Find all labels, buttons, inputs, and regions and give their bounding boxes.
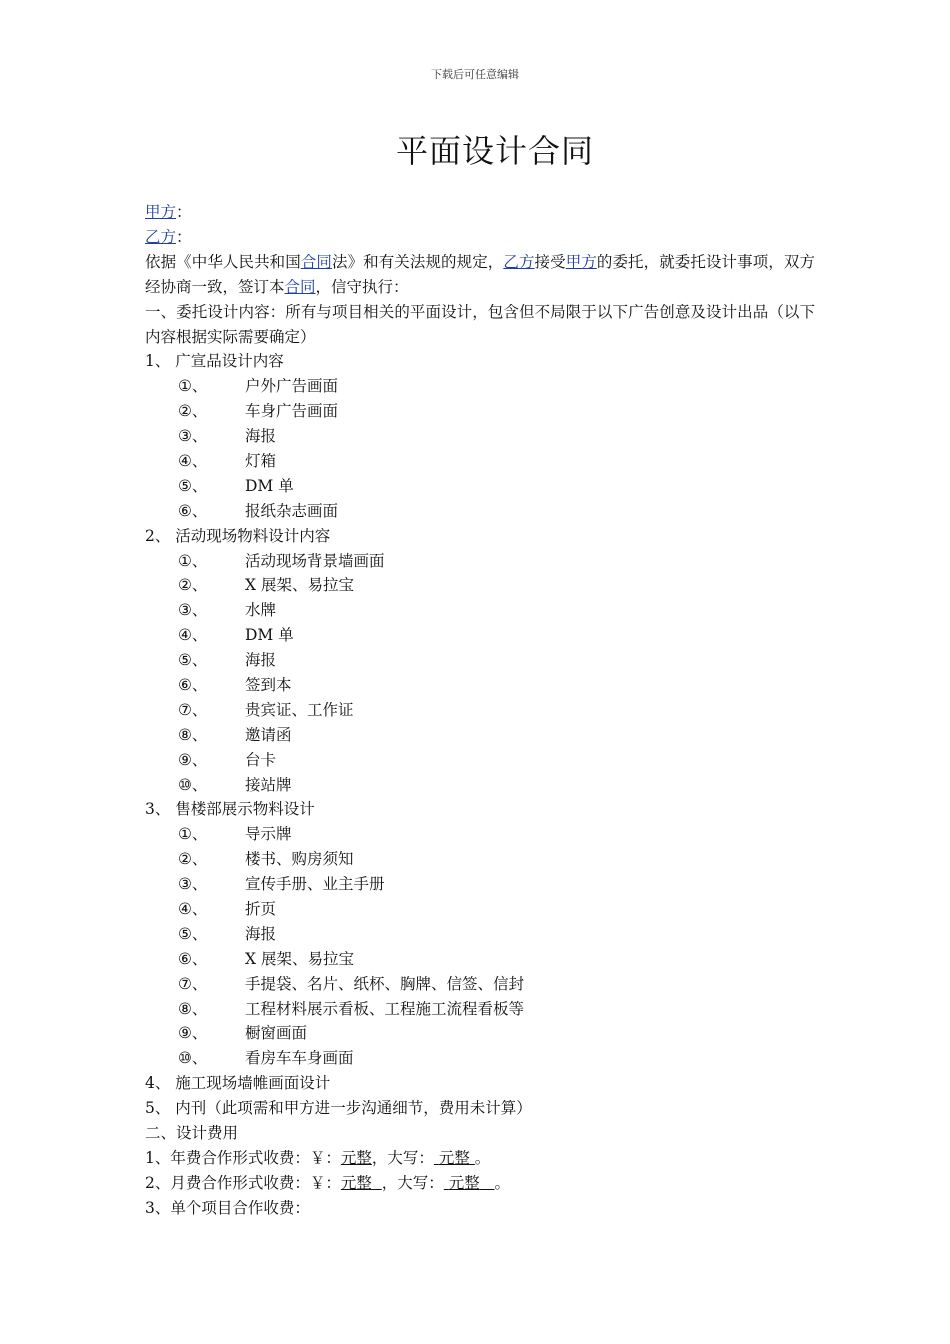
list-item (145, 623, 815, 648)
party-a-colon: ： (176, 203, 192, 221)
section-1-heading: 一、委托设计内容：所有与项目相关的平面设计，包含但不局限于以下广告创意及设计出品（以下内容根据实际需要确定） (145, 302, 815, 346)
list-item (145, 598, 815, 623)
fee-annual-amount: 元整 (340, 1148, 372, 1167)
list-item (145, 1021, 815, 1046)
item-number: ②、 (178, 402, 208, 421)
item-number: ①、 (178, 825, 208, 844)
item-text: 宣传手册、业主手册 (245, 875, 385, 894)
item-text: 活动现场背景墙画面 (245, 551, 385, 570)
list-item (145, 374, 815, 399)
header-note: 下载后可任意编辑 (431, 68, 519, 81)
party-a-line (145, 200, 815, 225)
item-text: 工程材料展示看板、工程施工流程看板等 (245, 999, 525, 1018)
list-item (145, 872, 815, 897)
intro-text-1: 依据《中华人民共和国 (145, 252, 301, 271)
list-item (145, 773, 815, 798)
intro-text-4: 的委托，就委托设计事项，双方经协商一致，签订本 (145, 252, 815, 296)
item-text: 车身广告画面 (245, 402, 339, 421)
item-number: ⑥、 (178, 949, 208, 968)
fee-monthly-amount: 元整 (340, 1173, 372, 1192)
list-item (145, 748, 815, 773)
contract-link[interactable]: 合同 (284, 277, 316, 296)
item-number: ②、 (178, 576, 208, 595)
item-text: DM 单 (245, 476, 294, 495)
fee-monthly-end: 。 (494, 1173, 511, 1192)
item-text: 贵宾证、工作证 (245, 700, 354, 719)
list-item (145, 822, 815, 847)
group-heading: 1、 广宣品设计内容 (145, 352, 284, 371)
item-text: 折页 (245, 900, 277, 918)
item-text: X 展架、易拉宝 (245, 949, 354, 968)
item-number: ③、 (178, 601, 208, 620)
intro-party-a-link[interactable]: 甲方 (565, 252, 597, 271)
item-text: 灯箱 (245, 451, 277, 470)
list-item (145, 549, 815, 574)
fee-monthly-sep: ，大写： (381, 1173, 444, 1192)
item-number: ⑧、 (178, 999, 208, 1018)
item-text: 水牌 (245, 601, 277, 620)
group-1 (145, 349, 815, 523)
item-number: ④、 (178, 451, 208, 470)
list-item (145, 673, 815, 698)
item-number: ②、 (178, 850, 208, 869)
fee-monthly-amount-cn: 元整 (448, 1173, 480, 1192)
item-text: 看房车车身画面 (245, 1049, 354, 1068)
intro-text-5: ，信守执行： (315, 277, 409, 296)
item-text: 邀请函 (245, 725, 292, 744)
item-number: ①、 (178, 551, 208, 570)
item-text: 报纸杂志画面 (245, 501, 339, 520)
group-5-heading: 5、 内刊（此项需和甲方进一步沟通细节，费用未计算） (145, 1099, 532, 1118)
item-number: ⑤、 (178, 651, 208, 670)
document-body (145, 200, 815, 1221)
list-item (145, 399, 815, 424)
group-3 (145, 797, 815, 1071)
item-number: ⑥、 (178, 675, 208, 694)
item-number: ⑨、 (178, 1024, 208, 1043)
list-item (145, 997, 815, 1022)
list-item (145, 698, 815, 723)
contract-law-link[interactable]: 合同 (300, 252, 332, 271)
item-text: 海报 (245, 651, 277, 670)
item-number: ⑧、 (178, 725, 208, 744)
item-text: 台卡 (245, 750, 277, 769)
list-item (145, 947, 815, 972)
party-b-line (145, 225, 815, 250)
group-heading: 2、 活动现场物料设计内容 (145, 526, 331, 545)
item-text: DM 单 (245, 626, 294, 645)
list-item (145, 573, 815, 598)
intro-paragraph (145, 250, 815, 300)
group-4-heading: 4、 施工现场墙帷画面设计 (145, 1074, 331, 1093)
document-title: 平面设计合同 (395, 132, 594, 170)
item-number: ⑩、 (178, 775, 208, 794)
item-text: 海报 (245, 924, 277, 943)
item-number: ⑨、 (178, 750, 208, 769)
item-text: 户外广告画面 (245, 377, 339, 396)
list-item (145, 499, 815, 524)
item-text: 签到本 (245, 675, 292, 694)
item-number: ④、 (178, 626, 208, 645)
item-number: ④、 (178, 900, 208, 918)
list-item (145, 922, 815, 947)
list-item (145, 723, 815, 748)
list-item (145, 474, 815, 499)
item-number: ⑩、 (178, 1049, 208, 1068)
fee-annual-sep: ，大写： (371, 1148, 434, 1167)
fee-annual-amount-cn: 元整 (438, 1148, 470, 1167)
group-2 (145, 524, 815, 798)
intro-party-b-link[interactable]: 乙方 (503, 252, 535, 271)
group-heading: 3、 售楼部展示物料设计 (145, 800, 315, 819)
list-item (145, 449, 815, 474)
list-item (145, 1046, 815, 1071)
item-text: 接站牌 (245, 775, 292, 794)
fee-annual-label: 1、年费合作形式收费：￥： (145, 1148, 341, 1167)
item-text: 橱窗画面 (245, 1024, 308, 1043)
item-text: 导示牌 (245, 825, 292, 844)
item-number: ⑤、 (178, 924, 208, 943)
party-b-colon: ： (176, 227, 192, 246)
list-item (145, 847, 815, 872)
list-item (145, 424, 815, 449)
fee-annual-end: 。 (474, 1148, 491, 1167)
item-number: ⑦、 (178, 700, 208, 719)
item-text: X 展架、易拉宝 (245, 576, 354, 595)
list-item (145, 648, 815, 673)
item-text: 手提袋、名片、纸杯、胸牌、信签、信封 (245, 974, 525, 993)
item-number: ③、 (178, 875, 208, 894)
party-a-link[interactable]: 甲方 (145, 203, 177, 221)
item-number: ⑥、 (178, 501, 208, 520)
fee-monthly-label: 2、月费合作形式收费：￥： (145, 1173, 341, 1192)
party-b-link[interactable]: 乙方 (145, 227, 177, 246)
fee-monthly-line (145, 1171, 815, 1196)
item-number: ③、 (178, 427, 208, 446)
list-item (145, 897, 815, 922)
item-number: ⑦、 (178, 974, 208, 993)
item-text: 楼书、购房须知 (245, 850, 354, 869)
item-number: ⑤、 (178, 476, 208, 495)
intro-text-3: 接受 (534, 252, 566, 271)
fee-single-line: 3、单个项目合作收费： (145, 1198, 310, 1217)
fee-annual-line (145, 1146, 815, 1171)
item-text: 海报 (245, 427, 277, 446)
intro-text-2: 法》和有关法规的规定， (331, 252, 504, 271)
list-item (145, 972, 815, 997)
item-number: ①、 (178, 377, 208, 396)
section-2-heading: 二、设计费用 (145, 1124, 239, 1143)
